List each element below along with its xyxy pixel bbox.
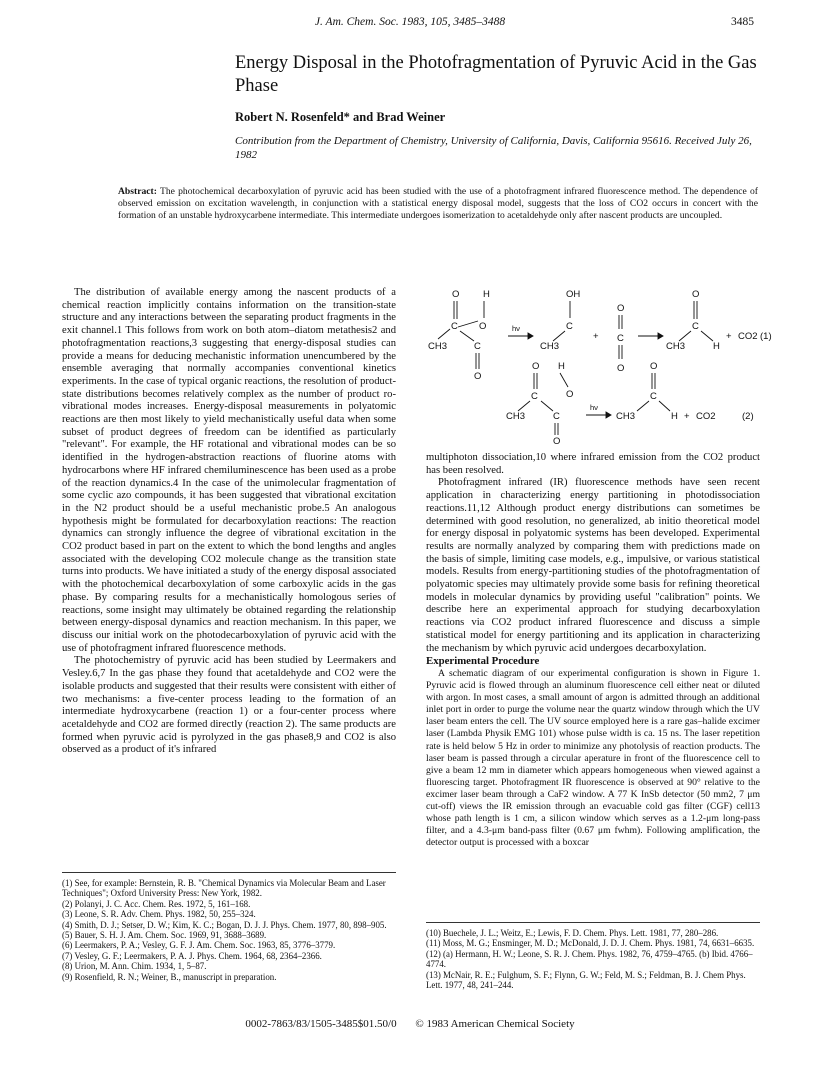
left-paragraph-2: The photochemistry of pyruvic acid has been studied by Leermakers and Vesley.6,7 In the gas phase they found that acetaldehyde and CO2 were the isolable products and suggested that their results were consistent with either of two mechanisms: a five-center process leading to the formation of an intermediate hydroxycarbene (reaction 1) or a four-center process where acetaldehyde and CO2 are formed directly (reaction 2). The same products are formed when pyruvic acid is pyrolyzed in the gas phase8,9 and CO2 is also observed as a product of it's infrared (62, 655, 396, 756)
scheme-o9: O (553, 436, 561, 447)
abstract-label: Abstract: (118, 186, 157, 197)
scheme-o2: O (479, 321, 487, 332)
footnote-2: (2) Polanyi, J. C. Acc. Chem. Res. 1972, 5, 161–168. (62, 898, 251, 909)
scheme-h3: H (558, 361, 565, 372)
scheme-h4: H (671, 411, 678, 422)
scheme-c5: C (692, 321, 699, 332)
scheme-c8: C (650, 391, 657, 402)
scheme-c6: C (531, 391, 538, 402)
scheme-h2: H (713, 341, 720, 352)
page-footer (0, 1018, 820, 1030)
footnote-6: (6) Leermakers, P. A.; Vesley, G. F. J. Am. Chem. Soc. 1963, 85, 3776–3779. (62, 940, 336, 951)
scheme-hv-1: hν (512, 324, 520, 333)
abstract (118, 186, 758, 222)
section-heading-experimental: Experimental Procedure (426, 655, 540, 668)
scheme-ch3-3: CH3 (666, 341, 686, 352)
footnotes-right (426, 928, 760, 990)
footnote-12: (12) (a) Hermann, H. W.; Leone, S. R. J. Chem. Phys. 1982, 76, 4759–4765. (b) Ibid. 4766–4774. (426, 948, 753, 970)
footnote-9: (9) Rosenfield, R. N.; Weiner, B., manuscript in preparation. (62, 971, 277, 982)
scheme-c1: C (451, 321, 458, 332)
right-column (426, 452, 760, 849)
footnote-1: (1) See, for example: Bernstein, R. B. "Chemical Dynamics via Molecular Beam and Laser Techniques"; Oxford University Press: New York, 1982. (62, 878, 386, 899)
scheme-ch3-5: CH3 (616, 411, 636, 422)
scheme-co2-1: CO2 (738, 331, 758, 342)
footer-copyright: © 1983 American Chemical Society (415, 1018, 575, 1030)
scheme-plus-2: + (726, 331, 732, 342)
scheme-reaction1-number: (1) (760, 331, 772, 342)
scheme-c7: C (553, 411, 560, 422)
scheme-reaction2-number: (2) (742, 411, 754, 422)
footnote-4: (4) Smith, D. J.; Setser, D. W.; Kim, K. C.; Bogan, D. J. J. Phys. Chem. 1977, 80, 898–905. (62, 919, 387, 930)
running-header (0, 16, 820, 34)
abstract-text: The photochemical decarboxylation of pyruvic acid has been studied with the use of a photofragment infrared fluorescence method. The dependence of observed emission on excitation wavelength, in conjunction with a statistical energy disposal model, suggests that the loss of CO2 occurs in concert with the formation of an unstable hydroxycarbene intermediate. This intermediate undergoes isomerization to acetaldehyde only after nascent products are uncoupled. (118, 186, 758, 221)
footnote-13: (13) McNair, R. E.; Fulghum, S. F.; Flynn, G. W.; Feld, M. S.; Feldman, B. J. Chem Phys. Lett. 1977, 48, 241–244. (426, 969, 746, 991)
scheme-o8: O (566, 389, 574, 400)
journal-citation: J. Am. Chem. Soc. 1983, 105, 3485–3488 (314, 16, 506, 28)
scheme-ch3-4: CH3 (506, 411, 526, 422)
footnote-rule-right (426, 922, 760, 923)
scheme-o7: O (532, 361, 540, 372)
scheme-hv-2: hν (590, 403, 598, 412)
scheme-o6: O (692, 289, 700, 300)
scheme-h1: H (483, 289, 490, 300)
scheme-c3: C (566, 321, 573, 332)
footnotes-left (62, 878, 396, 982)
left-paragraph-1: The distribution of available energy among the nascent products of a chemical reaction implicitly contains information on the transition-state structure and any interactions between the separating product fragments in the exit channel.1 This follows from work on both atom–diatom metathesis2 and photofragmentation reactions,3 suggesting that energy-disposal studies can provide a means for deducing mechanistic information unencumbered by the ensemble averaging that normally accompanies conventional kinetics experiments. In the case of typical organic reactions, the resolution of product-state distributions becomes relatively complex as the number of product ro-vibrational modes increases. Energy-disposal measurements in polyatomic reactions are then most likely to yield mechanistically useful data when some subset of product degrees of freedom can be identified as particularly "relevant". For example, the HF rotational and vibrational modes can be so identified in the hydrogen-abstraction reactions of fluorine atoms with hydrocarbons where HF infrared chemiluminescence has been used as a probe of the reaction dynamics.4 In the case of the unimolecular fragmentation of some cyclic azo compounds, it has been suggested that vibrational excitation in the N2 product should be a useful mechanistic probe.5 An analogous hypothesis might be formulated for decarboxylation reactions: The reaction dynamics can strongly influence the degree of vibrational excitation in the CO2 product based in part on the extent to which the bond lengths and angles associated with the developing CO2 molecule change as the transition state turns into products. We have initiated a study of the energy disposal associated with the photochemical decarboxylation of some carboxylic acids in the gas phase. By comparing results for a mechanistically homologous series of reactions, some insight may ultimately be obtained regarding the relationship between energy-disposal dynamics and reaction mechanism. In this paper, we discuss our initial work on the photodecarboxylation of pyruvic acid with the use of photofragment infrared fluorescence methods. (62, 287, 396, 654)
scheme-plus-1: + (593, 331, 599, 342)
scheme-ch3-2: CH3 (540, 341, 560, 352)
scheme-o5: O (617, 363, 625, 374)
footnote-rule-left (62, 872, 396, 873)
right-paragraph-1: Photofragment infrared (IR) fluorescence methods have seen recent application in characterizing energy partitioning in photodissociation reactions.11,12 Although product energy distributions can sometimes be determined with good resolution, no generalized, ab initio theoretical model for energy disposal in polyatomic systems has been developed. Experimental results are normally analyzed by comparing them with predictions made on the basis of simple, limiting case models, e.g., impulsive, or various statistical models. Results from energy-partitioning studies of the photofragmentation of polyatomic species may ultimately provide some basis for refining theoretical models in molecular dynamics by providing useful "calibration" points. We describe here an experimental approach for studying decarboxylation reactions via CO2 product infrared fluorescence and discuss a simple statistical model for energy partitioning and its application in characterizing the mechanism by which pyruvic acid undergoes decarboxylation. (426, 477, 760, 654)
article-title: Energy Disposal in the Photofragmentation of Pyruvic Acid in the Gas Phase (235, 53, 757, 96)
footnote-7: (7) Vesley, G. F.; Leermakers, P. A. J. Phys. Chem. 1964, 68, 2364–2366. (62, 950, 322, 961)
footnote-11: (11) Moss, M. G.; Ensminger, M. D.; McDonald, J. D. J. Chem. Phys. 1981, 74, 6631–6635. (426, 938, 755, 949)
footnote-5: (5) Bauer, S. H. J. Am. Chem. Soc. 1969, 91, 3688–3689. (62, 930, 267, 941)
scheme-o1: O (452, 289, 460, 300)
article-affiliation: Contribution from the Department of Chemistry, University of California, Davis, California 95616. Received July 26, 1982 (235, 135, 752, 161)
scheme-o3: O (474, 371, 482, 382)
footnote-10: (10) Buechele, J. L.; Weitz, E.; Lewis, F. D. Chem. Phys. Lett. 1981, 77, 280–286. (426, 928, 719, 938)
scheme-co2-2: CO2 (696, 411, 716, 422)
left-column (62, 287, 396, 757)
scheme-c2: C (474, 341, 481, 352)
article-authors: Robert N. Rosenfeld* and Brad Weiner (235, 110, 446, 124)
footnote-8: (8) Urion, M. Ann. Chim. 1934, 1, 5–87. (62, 961, 207, 972)
scheme-oh: OH (566, 289, 581, 300)
scheme-plus-3: + (684, 411, 690, 422)
scheme-o4: O (617, 303, 625, 314)
page-number: 3485 (731, 16, 754, 28)
right-paragraph-2: A schematic diagram of our experimental configuration is shown in Figure 1. Pyruvic acid is flowed through an aluminum fluorescence cell either neat or diluted with argon. In most cases, a small amount of argon is admitted through an additional inlet port in order to purge the volume near the quartz window through which the UV laser beam enters the cell. The UV source employed here is a rare gas–halide excimer laser (Lambda Physik EMG 101) whose pulse width is ca. 15 ns. The laser repetition rate is held below 5 Hz in order to minimize any photolysis of reaction products. The laser beam is passed through a circular aperature in front of the fluorescence cell to give a beam 12 mm in diameter which appears homogeneous when viewed against a fluorescing target. Photofragment IR fluorescence is observed at 90° relative to the excimer laser beam through a CaF2 window. A 77 K InSb detector (50 mm2, 7 μm cut-off) views the IR emission through an evacuable cold gas filter (CGF) cell13 whose path length is 1 cm, a silicon window which serves as a 1.2-μm long-pass filter, and a 4.3-μm band-pass filter (0.67 μm fwhm). Following amplification, the detector output is processed with a boxcar (426, 667, 760, 849)
right-paragraph-0: multiphoton dissociation,10 where infrared emission from the CO2 product has been resolved. (426, 452, 760, 476)
footer-code: 0002-7863/83/1505-3485$01.50/0 (245, 1018, 397, 1030)
footnote-3: (3) Leone, S. R. Adv. Chem. Phys. 1982, 50, 255–324. (62, 909, 256, 920)
scheme-c4: C (617, 333, 624, 344)
scheme-o10: O (650, 361, 658, 372)
reaction-scheme (420, 285, 772, 447)
scheme-ch3-1: CH3 (428, 341, 448, 352)
